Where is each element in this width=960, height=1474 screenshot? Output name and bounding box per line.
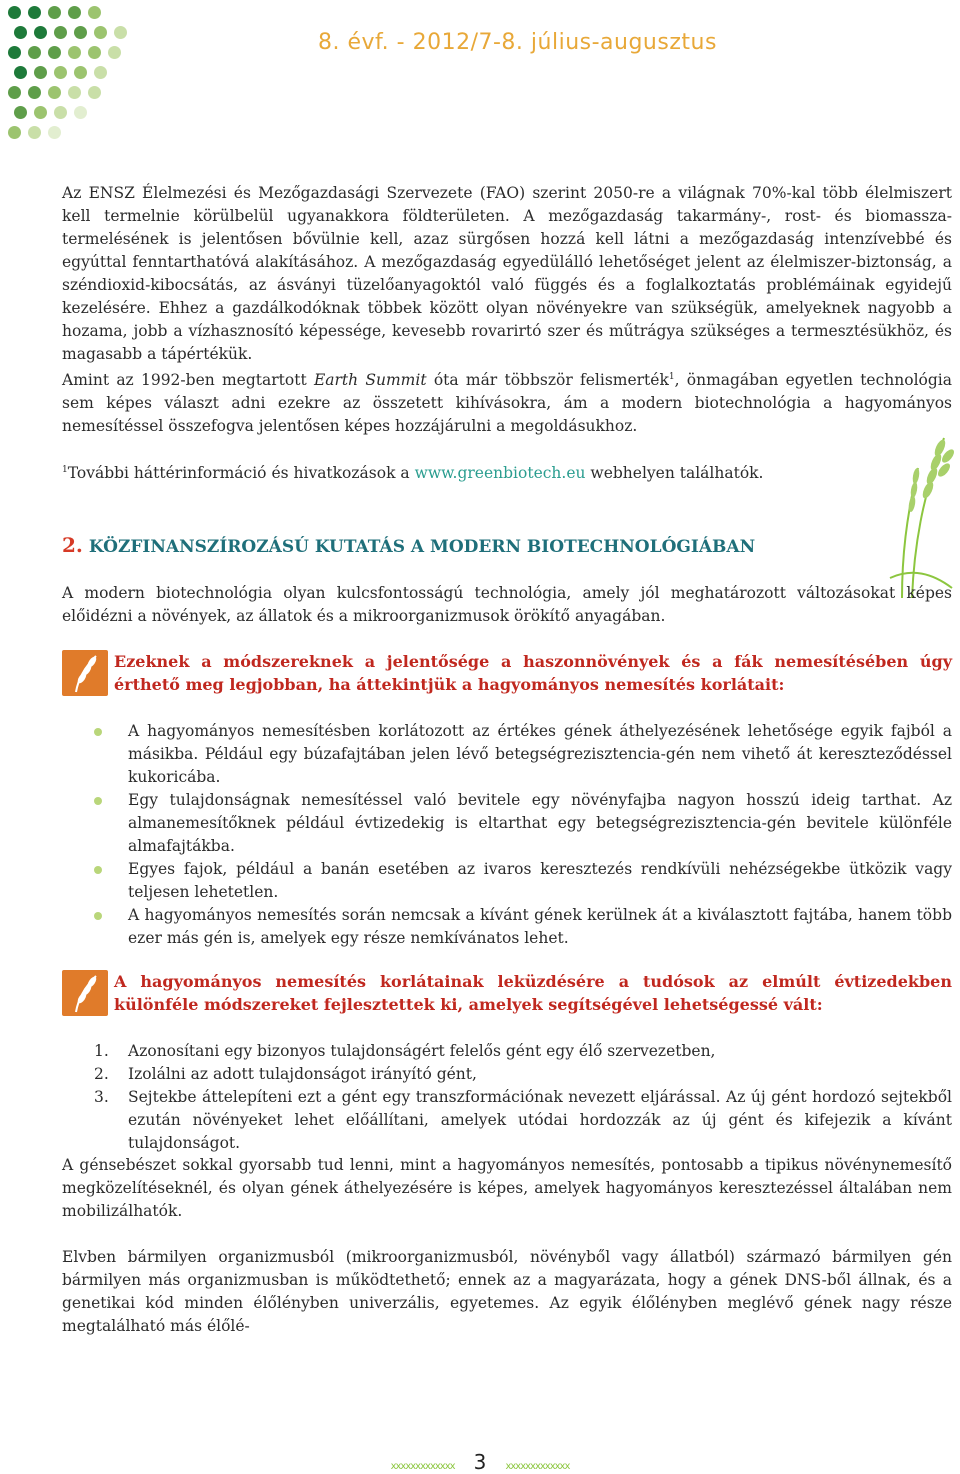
page-footer (0, 1450, 960, 1474)
decorative-dot (8, 46, 21, 59)
intro-paragraph: Az ENSZ Élelmezési és Mezőgazdasági Szervezete (FAO) szerint 2050-re a világnak 70%-kal több élelmiszert kell termelnie körülbelül ugyanakkora földterületen. A mezőgazdaság takarmány-, rost- és biomassza-termelésének is jelentősen bővülnie kell, azaz sürgősen hozzá kell látni a mezőgazdaság intenzívebbé és egyúttal fenntarthatóvá alakításához. A mezőgazdaság egyedülálló lehetőséget jelent az élelmiszer-biztonság, a széndioxid-kibocsátás, az ásványi tüzelőanyagoktól való függés és a foglalkoztatás problémáinak egyidejű kezelésére. Ehhez a gazdálkodóknak többek között olyan növényekre van szükségük, amelyeknek nagyobb a hozama, jobb a vízhasznosító képessége, kevesebb rovarirtó szer és műtrágya szükséges a termesztésükhöz, és magasabb a tápértékük. (62, 184, 952, 363)
decorative-dot (8, 126, 21, 139)
section-heading (62, 533, 952, 557)
callout-traditional-limits (62, 650, 952, 696)
decorative-dot (74, 26, 87, 39)
decorative-dot (14, 106, 27, 119)
bullet-icon (94, 866, 102, 874)
section-title: KÖZFINANSZÍROZÁSÚ KUTATÁS A MODERN BIOTECHNOLÓGIÁBAN (88, 537, 756, 557)
limitations-list (94, 720, 952, 950)
section-number: 2. (62, 533, 83, 557)
callout-text: A hagyományos nemesítés korlátainak leküzdésére a tudósok az elmúlt évtizedekben különféle módszereket fejlesztettek ki, amelyek segítségével lehetségessé vált: (114, 972, 952, 1014)
decorative-dot-grid (0, 0, 140, 160)
list-item: A hagyományos nemesítésben korlátozott az értékes gének áthelyezésének lehetősége egyik fajból a másikba. Például egy búzafajtában jelen lévő betegségrezisztencia-gén nem vihető át kereszteződéssel kukoricába. (94, 720, 952, 789)
decorative-dot (74, 106, 87, 119)
universality-paragraph: Elvben bármilyen organizmusból (mikroorganizmusból, növényből vagy állatból) származó bármilyen gén bármilyen más organizmusban is működtethető; ennek az a magyarázata, hogy a gének DNS-ből állnak, és a genetikai kód minden élőlényben univerzális, egyetemes. Az egyik élőlényben meglévő gének nagy része megtalálható más élőlé- (62, 1248, 952, 1335)
list-item: 2. Izolálni az adott tulajdonságot irányító gént, (94, 1065, 477, 1083)
decorative-dot (94, 66, 107, 79)
decorative-dot (88, 86, 101, 99)
decorative-dot (28, 126, 41, 139)
decorative-dot (48, 86, 61, 99)
footer-ornament-right: xxxxxxxxxxxxx (505, 1461, 570, 1472)
decorative-dot (54, 26, 67, 39)
decorative-dot (14, 26, 27, 39)
wheat-badge-icon (62, 970, 108, 1016)
earth-summit-paragraph: Amint az 1992-ben megtartott Earth Summit óta már többször felismerték$^1$, önmagában egyetlen technológia sem képes választ adni ezekre az összetett kihívásokra, ám a modern biotechnológia a hagyományos nemesítéssel összefogva jelentősen képes hozzájárulni a megoldásukhoz. (62, 371, 952, 436)
decorative-dot (28, 46, 41, 59)
decorative-dot (34, 106, 47, 119)
earth-summit-term: Earth Summit (313, 371, 427, 390)
decorative-dot (48, 126, 61, 139)
bullet-icon (94, 912, 102, 920)
callout-new-methods (62, 970, 952, 1016)
decorative-dot (54, 66, 67, 79)
decorative-dot (48, 46, 61, 59)
greenbiotech-link[interactable]: www.greenbiotech.eu (414, 464, 586, 483)
list-item: 3. Sejtekbe áttelepíteni ezt a gént egy transzformációnak nevezett eljárással. Az új gént hordozó sejtekből ezután növényeket lehet előállítani, amelyek utódai hordozzák az új gént és kifejezik a kívánt tulajdonságot. (94, 1088, 952, 1152)
decorative-dot (114, 26, 127, 39)
callout-text: Ezeknek a módszereknek a jelentősége a haszonnövények és a fák nemesítésében úgy érthető meg legjobban, ha áttekintjük a hagyományos nemesítés korlátait: (114, 652, 952, 694)
decorative-dot (88, 46, 101, 59)
bullet-icon (94, 797, 102, 805)
decorative-dot (14, 66, 27, 79)
issue-header: 8. évf. - 2012/7-8. július-augusztus (318, 30, 717, 55)
decorative-dot (34, 26, 47, 39)
decorative-dot (108, 46, 121, 59)
list-item: 1. Azonosítani egy bizonyos tulajdonságért felelős gént egy élő szervezetben, (94, 1042, 716, 1060)
biotech-definition-paragraph: A modern biotechnológia olyan kulcsfontosságú technológia, amely jól meghatározott változásokat képes előidézni a növények, az állatok és a mikroorganizmusok örökítő anyagában. (62, 584, 952, 625)
decorative-dot (48, 6, 61, 19)
decorative-dot (68, 46, 81, 59)
decorative-dot (28, 6, 41, 19)
wheat-illustration (882, 428, 960, 598)
decorative-dot (74, 66, 87, 79)
list-item: Egy tulajdonságnak nemesítéssel való bevitele egy növényfajba nagyon hosszú ideig tarthat. Az almanemesítőknek például évtizedekig is eltarthat egy betegségrezisztencia-gén bevitele különféle almafajtákba. (94, 789, 952, 858)
decorative-dot (8, 86, 21, 99)
decorative-dot (54, 106, 67, 119)
decorative-dot (8, 6, 21, 19)
decorative-dot (94, 26, 107, 39)
decorative-dot (68, 86, 81, 99)
list-item: Egyes fajok, például a banán esetében az ivaros keresztezés rendkívüli nehézségekbe ütközik vagy teljesen lehetetlen. (94, 858, 952, 904)
footer-ornament-left: xxxxxxxxxxxxx (390, 1461, 455, 1472)
decorative-dot (28, 86, 41, 99)
decorative-dot (88, 6, 101, 19)
footnote: $^1$További háttérinformáció és hivatkozások a www.greenbiotech.eu webhelyen találhatók. (62, 464, 764, 483)
genetic-engineering-paragraph: A génsebészet sokkal gyorsabb tud lenni, mint a hagyományos nemesítés, pontosabb a tipikus növénynemesítő megközelítéseknél, és olyan gének áthelyezésére is képes, amelyek hagyományos keresztezéssel általában nem mobilizálhatók. (62, 1156, 952, 1220)
page-number: 3 (473, 1450, 487, 1474)
methods-numbered-list (94, 1040, 952, 1155)
bullet-icon (94, 728, 102, 736)
decorative-dot (34, 66, 47, 79)
decorative-dot (68, 6, 81, 19)
list-item: A hagyományos nemesítés során nemcsak a kívánt gének kerülnek át a kiválasztott fajtába, hanem több ezer más gén is, amelyek egy része nemkívánatos lehet. (94, 904, 952, 950)
wheat-badge-icon (62, 650, 108, 696)
